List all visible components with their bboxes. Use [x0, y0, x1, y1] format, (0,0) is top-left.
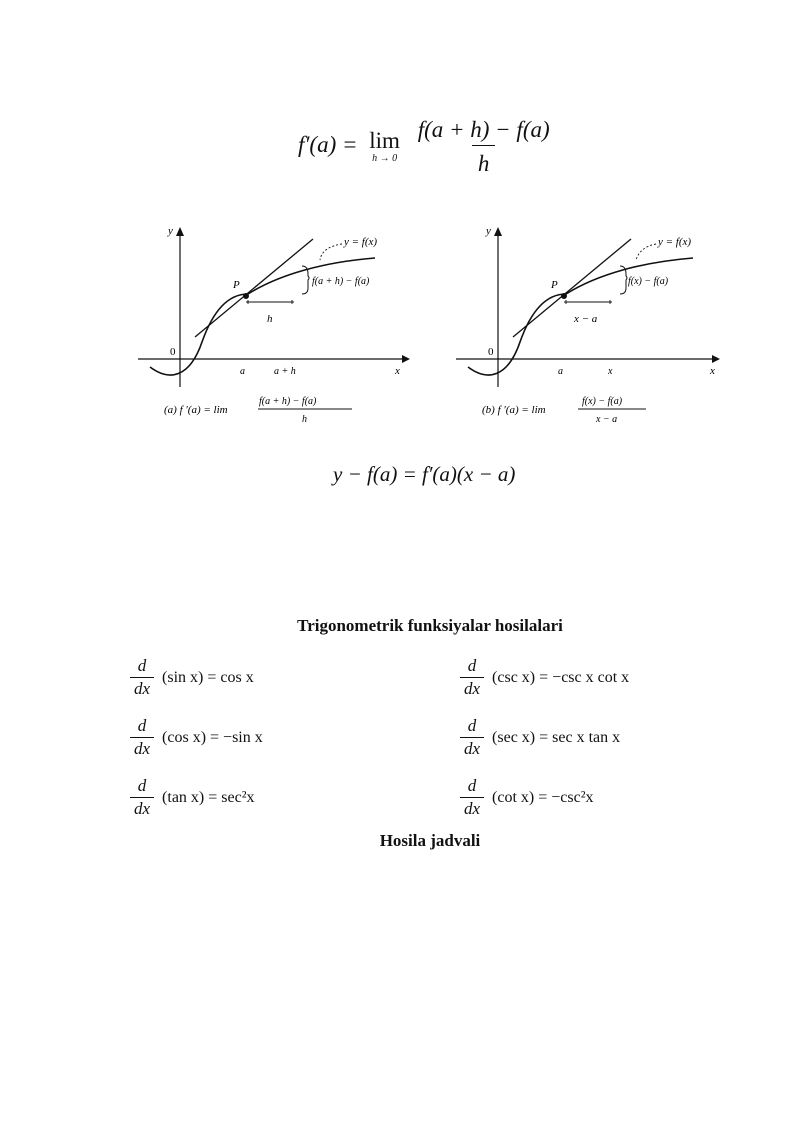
curve-pointer: [320, 244, 342, 260]
limit-word: lim: [369, 128, 400, 153]
curve-label: y = f(x): [658, 236, 692, 248]
origin-label: 0: [170, 346, 176, 358]
derivative-argument: (cos x): [162, 728, 207, 746]
derivative-argument: (csc x): [492, 668, 536, 686]
difference-quotient: [412, 118, 556, 175]
d-dx-operator: $\frac{d}{dx}$: [130, 776, 154, 819]
derivative-argument: (sin x): [162, 668, 204, 686]
y-axis-label: y: [486, 225, 491, 237]
derivative-argument: (tan x): [162, 788, 205, 806]
derivative-result: = sec²x: [208, 788, 255, 806]
tick-a-plus-h: a + h: [274, 366, 296, 377]
derivative-result: = −csc²x: [538, 788, 594, 806]
quotient-numerator: f(a + h) − f(a): [417, 117, 550, 142]
derivative-result: = −sin x: [210, 728, 263, 746]
y-axis-arrow: [176, 227, 184, 236]
derivative-sec: [460, 716, 620, 759]
x-axis-arrow: [712, 355, 720, 363]
secant-graph-b: [448, 222, 728, 427]
secant-graph-a: [130, 222, 410, 427]
y-axis-arrow: [494, 227, 502, 236]
limit-subscript: h → 0: [372, 153, 398, 164]
tick-a: a: [558, 366, 563, 377]
curve-label: y = f(x): [344, 236, 378, 248]
caption-numerator: f(x) − f(a): [582, 396, 623, 407]
derivative-argument: (cot x): [492, 788, 535, 806]
x-axis-label: x: [395, 365, 400, 377]
derivative-result: = sec x tan x: [539, 728, 621, 746]
rise-label: f(x) − f(a): [628, 276, 669, 287]
d-dx-operator: $\frac{d}{dx}$: [460, 656, 484, 699]
rise-label: f(a + h) − f(a): [312, 276, 370, 287]
caption-numerator: f(a + h) − f(a): [259, 396, 317, 407]
run-label: x − a: [574, 313, 598, 325]
derivative-sin: [130, 656, 254, 699]
trig-derivatives-heading: Trigonometrik funksiyalar hosilalari: [297, 616, 563, 635]
tick-a: a: [240, 366, 245, 377]
definition-lhs: f′(a) =: [298, 131, 358, 157]
tick-x: x: [608, 366, 613, 377]
derivative-result: = −csc x cot x: [539, 668, 630, 686]
derivative-argument: (sec x): [492, 728, 536, 746]
derivative-table-heading: Hosila jadvali: [379, 831, 481, 850]
d-dx-operator: $\frac{d}{dx}$: [130, 716, 154, 759]
caption-denominator: x − a: [596, 414, 618, 425]
d-dx-operator: $\frac{d}{dx}$: [460, 716, 484, 759]
secant-line: [195, 239, 313, 337]
derivative-definition: [298, 118, 556, 175]
point-p: [561, 293, 567, 299]
run-label: h: [267, 313, 273, 325]
point-p: [243, 293, 249, 299]
d-dx-operator: $\frac{d}{dx}$: [460, 776, 484, 819]
limit-operator: [369, 129, 400, 164]
derivative-tan: [130, 776, 255, 819]
derivative-cot: [460, 776, 594, 819]
d-dx-operator: $\frac{d}{dx}$: [130, 656, 154, 699]
x-axis-label: x: [710, 365, 715, 377]
point-label: P: [233, 279, 240, 291]
tangent-line-equation: y − f(a) = f′(a)(x − a): [333, 462, 516, 486]
origin-label: 0: [488, 346, 494, 358]
quotient-denominator: h: [472, 145, 496, 175]
caption-prefix: (a) f ′(a) = lim: [164, 404, 228, 416]
caption-prefix: (b) f ′(a) = lim: [482, 404, 546, 416]
secant-line: [513, 239, 631, 337]
y-axis-label: y: [168, 225, 173, 237]
derivative-cos: [130, 716, 263, 759]
derivative-result: = cos x: [207, 668, 254, 686]
caption-denominator: h: [302, 414, 307, 425]
derivative-csc: [460, 656, 629, 699]
point-label: P: [551, 279, 558, 291]
x-axis-arrow: [402, 355, 410, 363]
curve-pointer: [636, 244, 656, 260]
